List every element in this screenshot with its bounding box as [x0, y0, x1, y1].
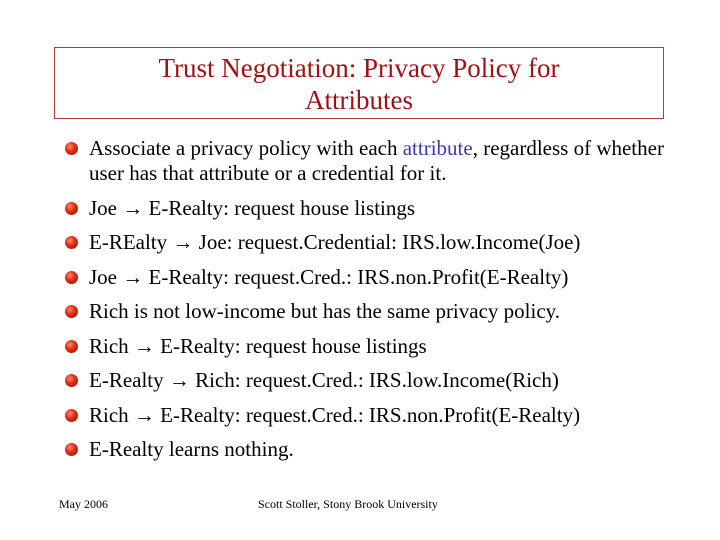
bullet-icon	[65, 271, 78, 284]
bullet-text: Joe → E-Realty: request house listings	[89, 195, 416, 220]
bullet-item	[64, 265, 684, 290]
bullet-item	[64, 136, 684, 186]
bullet-item	[64, 230, 684, 255]
bullet-text: Rich → E-Realty: request house listings	[89, 333, 427, 358]
bullet-text: E-Realty learns nothing.	[89, 437, 294, 461]
bullet-list	[64, 136, 684, 472]
bullet-icon	[65, 340, 78, 353]
bullet-icon	[65, 202, 78, 215]
bullet-item	[64, 368, 684, 393]
bullet-icon	[65, 443, 78, 456]
bullet-text-after: , regardless of whether user has that attribute or a credential for it.	[89, 136, 664, 185]
footer-author: Scott Stoller, Stony Brook University	[258, 497, 438, 511]
bullet-text: E-REalty → Joe: request.Credential: IRS.low.Income(Joe)	[89, 230, 581, 254]
bullet-item	[64, 403, 684, 428]
bullet-icon	[65, 409, 78, 422]
bullet-item	[64, 437, 684, 462]
bullet-item	[64, 299, 684, 324]
bullet-icon	[65, 374, 78, 387]
bullet-item	[64, 196, 684, 221]
slide-title-line-1: Trust Negotiation: Privacy Policy for	[158, 53, 560, 83]
bullet-text: Rich is not low-income but has the same privacy policy.	[89, 299, 561, 323]
bullet-icon	[65, 142, 78, 155]
bullet-text-before: Associate a privacy policy with each	[89, 136, 403, 160]
attribute-highlight: attribute	[402, 136, 473, 160]
bullet-text: Joe → E-Realty: request.Cred.: IRS.non.Profit(E-Realty)	[89, 264, 569, 289]
bullet-icon	[65, 236, 78, 249]
footer-date: May 2006	[59, 497, 108, 511]
slide-title-line-2: Attributes	[305, 85, 413, 115]
bullet-text: E-Realty → Rich: request.Cred.: IRS.low.Income(Rich)	[89, 368, 559, 392]
bullet-icon	[65, 305, 78, 318]
bullet-text: Rich → E-Realty: request.Cred.: IRS.non.Profit(E-Realty)	[89, 402, 581, 427]
slide-title	[54, 47, 664, 119]
bullet-item	[64, 334, 684, 359]
